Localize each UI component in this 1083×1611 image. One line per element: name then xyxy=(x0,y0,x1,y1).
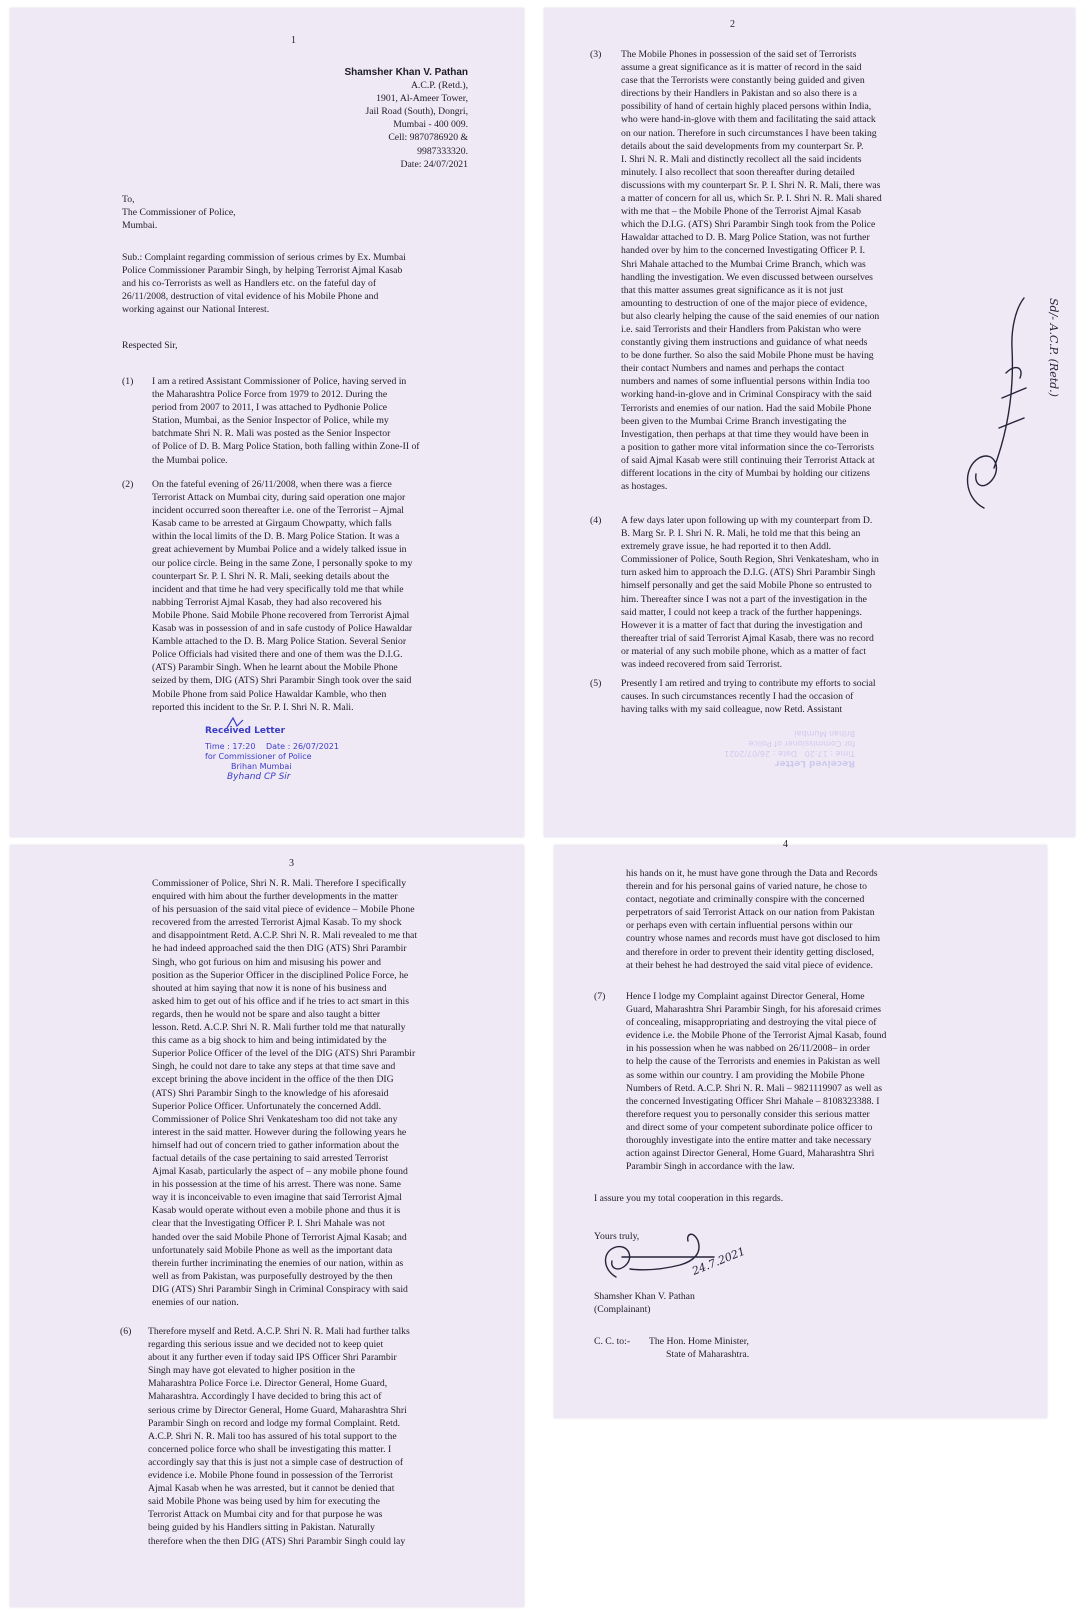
text-line: Terrorist Attack on Mumbai city and for that purpose he was xyxy=(148,1509,383,1521)
text-line: Kasab came to be arrested at Girgaum Chowpatty, which falls xyxy=(152,518,392,530)
text-line: Superior Police Officer of the level of the DIG (ATS) Shri Parambir xyxy=(152,1048,416,1060)
text-line: handed over the said Mobile Phone of Terrorist Ajmal Kasab; and xyxy=(152,1231,407,1243)
text-line: (ATS) Parambir Singh. When he learnt about the Mobile Phone xyxy=(152,662,398,674)
text-line: Station, Mumbai, as the Senior Inspector of Police, while my xyxy=(152,415,389,427)
text-line: However it is a matter of fact that during the investigation and xyxy=(621,619,863,631)
text-line: was indeed recovered from said Terrorist. xyxy=(621,659,783,671)
subject-line: and his co-Terrorists as well as Handlers etc. on the fateful day of xyxy=(122,278,377,290)
text-line: having talks with my said colleague, now Retd. Assistant xyxy=(621,704,843,716)
text-line: possibility of hand of certain highly placed persons within India, xyxy=(621,101,872,113)
signer-role: (Complainant) xyxy=(594,1304,651,1315)
text-line: a matter of concern for all us, which Sr. P. I. Shri N. R. Mali shared xyxy=(621,193,882,205)
sender-line: Jail Road (South), Dongri, xyxy=(365,106,468,118)
text-line: great achievement by Mumbai Police and a widely talked issue in xyxy=(152,544,407,556)
text-line: factual details of the case pertaining to said arrested Terrorist xyxy=(152,1152,389,1164)
letter-page-3 xyxy=(10,845,524,1607)
text-line: well as from Pakistan, was purposefully destroyed by the then xyxy=(152,1270,393,1282)
letter-page-4 xyxy=(554,839,1047,1418)
text-line: and direct some of your competent subordinate police officer to xyxy=(626,1121,873,1133)
text-line: country whose names and records must have got disclosed to him xyxy=(626,933,880,945)
signer-name: Shamsher Khan V. Pathan xyxy=(594,1291,695,1302)
paragraph-7 xyxy=(626,990,938,1173)
subject-line: Police Commissioner Parambir Singh, by helping Terrorist Ajmal Kasab xyxy=(122,265,403,277)
text-line: or perhaps even with certain influential persons within our xyxy=(626,920,853,932)
text-line: action against Director General, Home Guard, Maharashtra Shri xyxy=(626,1148,875,1160)
text-line: shouted at him saying that now it is none of his business and xyxy=(152,982,387,994)
text-line: regarding this serious issue and we decided not to keep quiet xyxy=(148,1339,384,1351)
text-line: On the fateful evening of 26/11/2008, when there was a fierce xyxy=(152,479,392,490)
recipient-line: The Commissioner of Police, xyxy=(122,207,236,219)
text-line: who were hand-in-glove with them and facilitating the said attack xyxy=(621,114,876,126)
text-line: and therefore in order to prevent their identity getting disclosed, xyxy=(626,946,875,958)
text-line: himself personally and get the said Mobile Phone so entrusted to xyxy=(621,580,872,592)
page-number: 3 xyxy=(289,858,294,869)
paragraph-3 xyxy=(621,48,932,493)
text-line: The Mobile Phones in possession of the said set of Terrorists xyxy=(621,49,857,60)
stamp-date: Date : 26/07/2021 xyxy=(265,742,339,751)
text-line: Terrorists and enemies of our nation. Had the said Mobile Phone xyxy=(621,402,872,414)
text-line: I. Shri N. R. Mali and distinctly recollect all the said incidents xyxy=(621,153,862,165)
text-line: accordingly say that this is just not a simple case of destruction of xyxy=(148,1456,404,1468)
text-line: in his possession at the time of his arrest. There was none. Same xyxy=(152,1179,401,1191)
text-line: him. Thereafter since I was not a part of the investigation in the xyxy=(621,593,867,605)
text-line: Mobile Phone. Said Mobile Phone recovered from Terrorist Ajmal xyxy=(152,609,410,621)
text-line: he had indeed approached said the then DIG (ATS) Shri Parambir xyxy=(152,943,407,955)
paragraph-4 xyxy=(621,514,932,671)
paragraph-1 xyxy=(152,375,467,467)
recipient-line: Mumbai. xyxy=(122,220,158,232)
text-line: evidence i.e. the Mobile Phone of the Terrorist Ajmal Kasab, found xyxy=(626,1030,887,1042)
text-line: Parambir Singh on record and lodge my formal Complaint. Retd. xyxy=(148,1417,401,1429)
text-line: of Police of D. B. Marg Police Station, both falling within Zone-II of xyxy=(152,441,420,453)
text-line: interest in the said matter. However during the following years he xyxy=(152,1126,407,1138)
text-line: Singh, who got furious on him and misusing his power and xyxy=(152,956,381,968)
page-number: 4 xyxy=(783,839,788,850)
cc-recipient-state: State of Maharashtra. xyxy=(666,1349,750,1360)
stamp-title: Received Letter xyxy=(205,726,286,736)
text-line: working hand-in-glove and in Criminal Conspiracy with the said xyxy=(621,389,872,401)
text-line: batchmate Shri N. R. Mali was posted as the Senior Inspector xyxy=(152,428,391,440)
text-line: about it any further even if today said IPS Officer Shri Parambir xyxy=(148,1352,397,1364)
paragraph-number: (1) xyxy=(122,376,134,387)
text-line: Kasab was in possession of and in safe custody of Police Hawaldar xyxy=(152,623,413,635)
text-line: within the local limits of the D. B. Marg Police Station. It was a xyxy=(152,531,400,543)
text-line: nabbing Terrorist Ajmal Kasab, they had also recovered his xyxy=(152,596,382,608)
signature-date: 24.7.2021 xyxy=(690,1244,748,1278)
letter-date: Date: 24/07/2021 xyxy=(400,158,468,170)
closing: Yours truly, xyxy=(594,1231,640,1242)
text-line: details about the said developments from my counterpart Sr. P. xyxy=(621,140,864,152)
stamp-city: Brihan Mumbai xyxy=(231,762,292,771)
paragraph-number: (3) xyxy=(590,49,602,60)
recipient-line: To, xyxy=(122,194,135,205)
text-line: minutely. I also recollect that soon thereafter during detailed xyxy=(621,166,855,178)
text-line: clear that the Investigating Officer P. I. Shri Mahale was not xyxy=(152,1218,385,1230)
stamp-show-through: Received Letter Time : 17:20 Date : 26/07/2021 for Commissioner of Police Brihan Mumbai xyxy=(724,729,856,768)
text-line: Superior Police Officer. Unfortunately the concerned Addl. xyxy=(152,1100,382,1112)
sender-line: 1901, Al-Ameer Tower, xyxy=(376,93,468,105)
text-line: to help the cause of the Terrorists and enemies in Pakistan as well xyxy=(626,1056,881,1068)
text-line: amounting to destruction of one of the major piece of evidence, xyxy=(621,297,868,309)
text-line: Commissioner of Police Shri Venkatesham too did not take any xyxy=(152,1113,398,1125)
text-line: case that the Terrorists were constantly being guided and given xyxy=(621,75,865,87)
text-line: Shri Mahale attached to the Mumbai Crime Branch, which was xyxy=(621,258,866,270)
text-line: Mobile Phone from said Police Hawaldar Kamble, who then xyxy=(152,688,387,700)
text-line: our police circle. Being in the same Zone, I personally spoke to my xyxy=(152,557,413,569)
text-line: (ATS) Shri Parambir Singh to the knowledge of his aforesaid xyxy=(152,1087,389,1099)
text-line: with me that – the Mobile Phone of the Terrorist Ajmal Kasab xyxy=(621,206,861,218)
signature xyxy=(594,1217,804,1297)
paragraph-6 xyxy=(148,1325,468,1548)
text-line: of said Ajmal Kasab were still continuing their Terrorist Attack at xyxy=(621,454,875,466)
text-line: at their behest he had destroyed the said vital piece of evidence. xyxy=(626,959,873,971)
text-line: assume a great significance as it is matter of record in the said xyxy=(621,62,862,74)
text-line: as some within our country. I am providing the Mobile Phone xyxy=(626,1069,865,1081)
sender-line: 9987333320. xyxy=(417,145,468,157)
subject-line: Sub.: Complaint regarding commission of serious crimes by Ex. Mumbai xyxy=(122,252,406,263)
assurance-line: I assure you my total cooperation in this regards. xyxy=(594,1193,784,1204)
initials-mark xyxy=(225,716,245,730)
paragraph-number: (4) xyxy=(590,515,602,526)
text-line: concerned police force who shall be investigating this matter. I xyxy=(148,1443,392,1455)
text-line: i.e. said Terrorists and their Handlers from Pakistan who were xyxy=(621,323,861,335)
text-line: serious crime by Director General, Home Guard, Maharashtra Shri xyxy=(148,1404,407,1416)
text-line: evidence i.e. Mobile Phone found in possession of the Terrorist xyxy=(148,1470,393,1482)
text-line: as hostages. xyxy=(621,481,668,493)
text-line: handling the investigation. We even discussed between ourselves xyxy=(621,271,873,283)
text-line: the concerned Investigating Officer Shri Mahale – 8108323388. I xyxy=(626,1095,880,1107)
cc-recipient: The Hon. Home Minister, xyxy=(649,1336,749,1347)
received-stamp xyxy=(205,726,339,782)
text-line: Hawaldar attached to D. B. Marg Police Station, was not further xyxy=(621,232,870,244)
text-line: or material of any such mobile phone, which as a matter of fact xyxy=(621,645,867,657)
text-line: handed over by him to the concerned Investigating Officer P. I. xyxy=(621,245,866,257)
text-line: thoroughly investigate into the entire matter and take necessary xyxy=(626,1135,872,1147)
subject-block xyxy=(122,251,467,316)
text-line: regards, then he would not be spare and also taught a bitter xyxy=(152,1008,381,1020)
text-line: Presently I am retired and trying to contribute my efforts to social xyxy=(621,678,876,689)
text-line: therefore request you to personally consider this serious matter xyxy=(626,1108,870,1120)
text-line: and disappointment Retd. A.C.P. Shri N. R. Mali revealed to me that xyxy=(152,930,418,942)
text-line: extremely grave issue, he had reported it to then Addl. xyxy=(621,541,832,553)
sender-address xyxy=(270,66,468,171)
text-line: DIG (ATS) Shri Parambir Singh in Criminal Conspiracy with said xyxy=(152,1283,408,1295)
text-line: being guided by his Handlers sitting in Pakistan. Naturally xyxy=(148,1522,375,1534)
cc-label: C. C. to:- xyxy=(594,1336,631,1347)
text-line: seized by them, DIG (ATS) Shri Parambir Singh took over the said xyxy=(152,675,412,687)
text-line: which the D.I.G. (ATS) Shri Parambir Singh took from the Police xyxy=(621,219,876,231)
sender-line: A.C.P. (Retd.), xyxy=(410,80,468,92)
text-line: Therefore myself and Retd. A.C.P. Shri N. R. Mali had further talks xyxy=(148,1326,410,1337)
text-line: Singh may have got elevated to higher position in the xyxy=(148,1365,355,1377)
text-line: Singh, he could not dare to take any steps at that time save and xyxy=(152,1061,396,1073)
text-line: of concealing, misappropriating and destroying the vital piece of xyxy=(626,1017,877,1029)
text-line: his hands on it, he must have gone through the Data and Records xyxy=(626,868,878,879)
text-line: constantly giving them instructions and guidance of what needs xyxy=(621,337,868,349)
text-line: A.C.P. Shri N. R. Mali too has assured of his total support to the xyxy=(148,1430,397,1442)
text-line: asked him to get out of his office and if he tries to act smart in this xyxy=(152,995,410,1007)
text-line: discussions with my counterpart Sr. P. I. Shri N. R. Mali, there was xyxy=(621,179,881,191)
text-line: lesson. Retd. A.C.P. Shri N. R. Mali further told me that naturally xyxy=(152,1022,406,1034)
text-line: recovered from the arrested Terrorist Ajmal Kasab. To my shock xyxy=(152,917,402,929)
text-line: of his persuasion of the said vital piece of evidence – Mobile Phone xyxy=(152,904,415,916)
text-line: numbers and names of some influential persons within India too xyxy=(621,376,870,388)
text-line: the Maharashtra Police Force from 1979 to 2012. During the xyxy=(152,389,388,401)
paragraph-6-continued xyxy=(626,867,938,972)
text-line: Terrorist Attack on Mumbai city, during said operation one major xyxy=(152,492,406,504)
text-line: on our nation. Therefore in such circumstances I have been taking xyxy=(621,127,877,139)
text-line: different locations in the city of Mumbai by holding our citizens xyxy=(621,468,870,479)
text-line: causes. In such circumstances recently I had the occasion of xyxy=(621,691,854,703)
subject-line: 26/11/2008, destruction of vital evidence of his Mobile Phone and xyxy=(122,291,379,303)
stamp-office: for Commissioner of Police xyxy=(205,752,312,761)
text-line: that this matter assumes great significance as it is not just xyxy=(621,284,844,296)
text-line: enquired with him about the further developments in the matter xyxy=(152,891,398,903)
text-line: position as the Superior Officer in the disciplined Police Force, he xyxy=(152,969,409,981)
text-line: except brining the above incident in the office of the then DIG xyxy=(152,1074,394,1086)
sender-line: Mumbai - 400 009. xyxy=(393,119,468,131)
text-line: but also clearly helping the cause of the said enemies of our nation xyxy=(621,310,880,322)
text-line: therein further incriminating the enemies of our nation, within as xyxy=(152,1257,404,1269)
text-line: turn asked him to approach the D.I.G. (ATS) Shri Parambir Singh xyxy=(621,567,876,579)
paragraph-number: (6) xyxy=(120,1326,132,1337)
text-line: Guard, Maharashtra Shri Parambir Singh, for his aforesaid crimes xyxy=(626,1004,882,1016)
paragraph-number: (2) xyxy=(122,479,134,490)
text-line: Ajmal Kasab, particularly the aspect of – any mobile phone found xyxy=(152,1166,408,1178)
text-line: been given to the Mumbai Crime Branch investigating the xyxy=(621,415,847,427)
letter-page-2 xyxy=(544,8,1075,837)
text-line: Commissioner of Police, South Region, Shri Venkatesham, who in xyxy=(621,554,879,566)
sender-line: Cell: 9870786920 & xyxy=(388,132,468,144)
stamp-time: Time : 17:20 xyxy=(205,742,256,751)
text-line: incident occurred soon thereafter i.e. one of the Terrorist – Ajmal xyxy=(152,505,405,517)
text-line: in his possession when he was nabbed on 26/11/2008– in order xyxy=(626,1043,870,1055)
page-number: 1 xyxy=(291,35,296,46)
text-line: himself had out of concern tried to gather information about the xyxy=(152,1139,399,1151)
text-line: the Mumbai police. xyxy=(152,454,228,466)
paragraph-5-continued xyxy=(152,877,468,1309)
text-line: Numbers of Retd. A.C.P. Shri N. R. Mali – 9821119907 as well as xyxy=(626,1082,882,1094)
text-line: Commissioner of Police, Shri N. R. Mali. Therefore I specifically xyxy=(152,878,407,889)
text-line: incident and that time he had very specifically told me that while xyxy=(152,583,404,595)
text-line: Maharashtra Police Force i.e. Director General, Home Guard, xyxy=(148,1378,388,1390)
text-line: unfortunately said Mobile Phone as well as the important data xyxy=(152,1244,393,1256)
paragraph-2 xyxy=(152,478,467,714)
text-line: Kamble attached to the D. B. Marg Police Station. Several Senior xyxy=(152,636,407,648)
text-line: a position to gather more vital information since the co-Terrorists xyxy=(621,441,875,453)
text-line: their contact Numbers and names and perhaps the contact xyxy=(621,363,845,375)
text-line: Kasab would operate without even a mobile phone and thus it is xyxy=(152,1205,401,1217)
text-line: A few days later upon following up with my counterpart from D. xyxy=(621,515,873,526)
text-line: thereafter trial of said Terrorist Ajmal Kasab, there was no record xyxy=(621,632,874,644)
text-line: perpetrators of said Terrorist Attack on our nation from Pakistan xyxy=(626,907,875,919)
text-line: therein and for his personal gains of varied nature, he chose to xyxy=(626,881,868,893)
salutation: Respected Sir, xyxy=(122,340,178,351)
subject-line: working against our National Interest. xyxy=(122,304,270,316)
text-line: this came as a big shock to him and being intimidated by the xyxy=(152,1035,387,1047)
text-line: Hence I lodge my Complaint against Director General, Home xyxy=(626,991,865,1002)
text-line: Parambir Singh in accordance with the law. xyxy=(626,1161,795,1173)
text-line: directions by their Handlers in Pakistan and so also there is a xyxy=(621,88,857,100)
text-line: period from 2007 to 2011, I was attached to Pydhonie Police xyxy=(152,402,388,414)
letter-page-1 xyxy=(10,8,524,837)
text-line: I am a retired Assistant Commissioner of Police, having served in xyxy=(152,376,407,387)
paragraph-number: (7) xyxy=(594,991,606,1002)
text-line: counterpart Sr. P. I. Shri N. R. Mali, seeking details about the xyxy=(152,570,390,582)
text-line: contact, negotiate and criminally conspire with the concerned xyxy=(626,894,865,906)
text-line: therefore when the then DIG (ATS) Shri Parambir Singh could lay xyxy=(148,1535,406,1547)
stamp-note: Byhand CP Sir xyxy=(227,772,291,782)
text-line: reported this incident to the Sr. P. I. Shri N. R. Mali. xyxy=(152,701,354,713)
paragraph-5 xyxy=(621,677,932,716)
text-line: Investigation, then perhaps at that time they would have been in xyxy=(621,428,869,440)
text-line: Maharashtra. Accordingly I have decided to bring this act of xyxy=(148,1391,382,1403)
text-line: said Mobile Phone was being used by him for executing the xyxy=(148,1496,380,1508)
paragraph-number: (5) xyxy=(590,678,602,689)
page-number: 2 xyxy=(730,19,735,30)
text-line: to be done further. So also the said Mobile Phone must be having xyxy=(621,350,874,362)
margin-signature-note: Sd/- A.C.P. (Retd.) xyxy=(1047,298,1060,397)
margin-signature xyxy=(954,268,1074,518)
text-line: Police Officials had visited there and one of them was the D.I.G. xyxy=(152,649,403,661)
text-line: Ajmal Kasab when he was arrested, but it cannot be denied that xyxy=(148,1483,395,1495)
text-line: said matter, I could not keep a track of the further happenings. xyxy=(621,606,862,618)
text-line: way it is inconceivable to even imagine that said Terrorist Ajmal xyxy=(152,1192,402,1204)
text-line: enemies of our nation. xyxy=(152,1297,239,1308)
recipient-block xyxy=(122,193,422,232)
sender-name: Shamsher Khan V. Pathan xyxy=(344,67,468,78)
text-line: B. Marg Sr. P. I. Shri N. R. Mali, he told me that this being an xyxy=(621,528,861,540)
